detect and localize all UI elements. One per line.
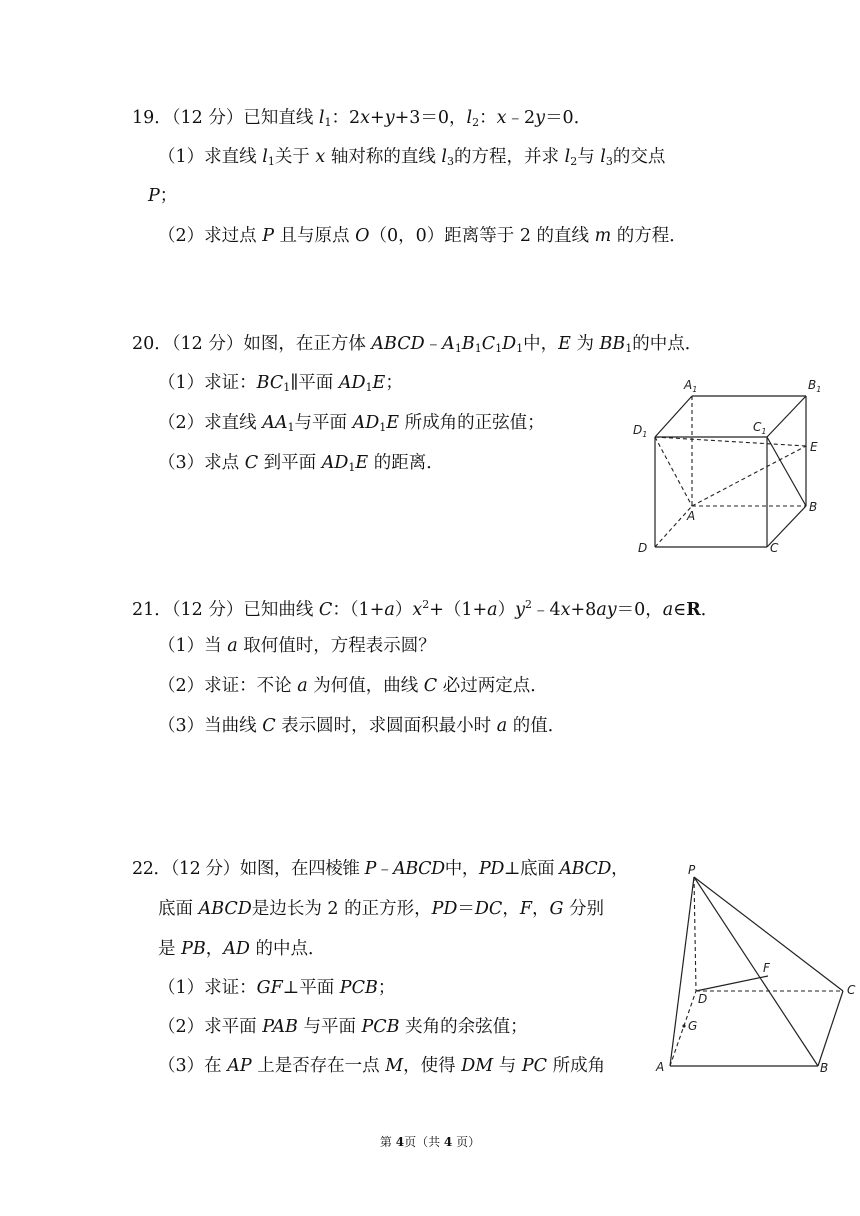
q20-part1: （1）求证：$BC_1\parallel$平面 $AD_1E$； bbox=[158, 373, 403, 394]
label-B: B bbox=[809, 500, 818, 514]
label-D: D bbox=[698, 992, 708, 1006]
label-F: F bbox=[763, 961, 770, 975]
q22-line3: 是 PB，AD 的中点． bbox=[158, 939, 326, 959]
label-A: A bbox=[656, 1060, 665, 1074]
page-footer: 第 4页（共 4 页） bbox=[379, 1135, 481, 1149]
label-G: G bbox=[688, 1019, 698, 1033]
label-A1: $A_1$ bbox=[684, 378, 698, 394]
edge-D1A bbox=[655, 437, 692, 506]
q19-part2: （2）求过点 P 且与原点 O（0，0）距离等于 2 的直线 m 的方程． bbox=[158, 226, 687, 246]
q22-part1: （1）求证：GF⊥平面 PCB； bbox=[158, 978, 396, 998]
q22-part3: （3）在 AP 上是否存在一点 M，使得 DM 与 PC 所成角 bbox=[158, 1056, 606, 1076]
q19-part1-cont: P； bbox=[148, 186, 178, 206]
q20-line1: 20．（12 分）如图，在正方体 $ABCD﹣A_1B_1C_1D_1$中，E 为 $BB_1$的中点． bbox=[132, 334, 703, 355]
q22-line1: 22．（12 分）如图，在四棱锥 P﹣ABCD中，PD⊥底面 ABCD， bbox=[132, 859, 629, 879]
edge-C1B1 bbox=[767, 396, 806, 437]
label-B1: $B_1$ bbox=[808, 378, 822, 394]
point-G bbox=[682, 1024, 685, 1027]
edge-D1A1 bbox=[655, 396, 692, 437]
cube-figure bbox=[620, 370, 830, 560]
label-E: E bbox=[810, 440, 818, 454]
q19-line1: 19．（12 分）已知直线 $l_1$：2x+y+3＝0，$l_2$：x﹣2y＝0． bbox=[132, 108, 592, 129]
q21-part2: （2）求证：不论 a 为何值，曲线 C 必过两定点． bbox=[158, 676, 548, 696]
edge-PD bbox=[694, 877, 696, 991]
label-P: P bbox=[688, 863, 696, 877]
label-C1: $C_1$ bbox=[753, 420, 767, 436]
q22-line2: 底面 ABCD是边长为 2 的正方形，PD＝DC，F，G 分别 bbox=[158, 899, 605, 919]
label-C: C bbox=[770, 541, 779, 555]
q22-part2: （2）求平面 PAB 与平面 PCB 夹角的余弦值； bbox=[158, 1017, 528, 1037]
q21-part3: （3）当曲线 C 表示圆时，求圆面积最小时 a 的值． bbox=[158, 716, 566, 736]
edge-C1B bbox=[767, 437, 806, 506]
label-C: C bbox=[847, 983, 856, 997]
label-B: B bbox=[820, 1061, 829, 1075]
q20-part2: （2）求直线 $AA_1$与平面 $AD_1E$ 所成角的正弦值； bbox=[158, 413, 545, 434]
pyramid-figure bbox=[650, 860, 860, 1085]
edge-DF bbox=[696, 976, 768, 991]
edge-BC bbox=[818, 991, 843, 1066]
q19-part1: （1）求直线 $l_1$关于 x 轴对称的直线 $l_3$的方程，并求 $l_2$与 $l_3$的交点 bbox=[158, 147, 666, 168]
label-D: D bbox=[638, 541, 648, 555]
edge-PB bbox=[694, 877, 818, 1066]
q21-part1: （1）当 a 取何值时，方程表示圆？ bbox=[158, 636, 436, 656]
label-D1: $D_1$ bbox=[633, 423, 648, 439]
label-A: A bbox=[687, 509, 696, 523]
edge-D1E bbox=[655, 437, 806, 446]
edge-PA bbox=[670, 877, 694, 1066]
q20-part3: （3）求点 C 到平面 $AD_1E$ 的距离． bbox=[158, 453, 444, 474]
q21-line1: 21．（12 分）已知曲线 C：$(1+a)x^2+(1+a)y^2﹣4x+8ay=0$，a∈R． bbox=[132, 598, 719, 620]
